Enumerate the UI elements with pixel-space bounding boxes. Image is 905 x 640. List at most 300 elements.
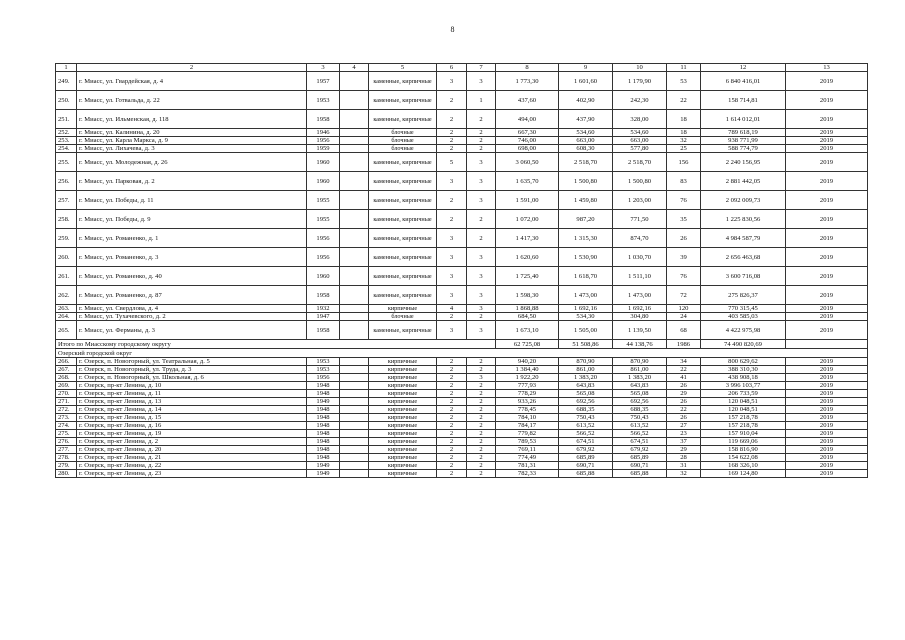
wall-material-cell: каменные, кирпичные	[369, 267, 437, 286]
row-number: 263.	[56, 305, 77, 313]
column-header: 9	[559, 64, 613, 72]
wall-material-cell: каменные, кирпичные	[369, 172, 437, 191]
total-area-cell: 1 417,30	[496, 229, 559, 248]
row-number: 250.	[56, 91, 77, 110]
table-row	[56, 267, 868, 286]
row-number: 271.	[56, 398, 77, 406]
entrances-cell: 3	[467, 374, 496, 382]
private-area-cell: 534,60	[613, 129, 667, 137]
row-number: 265.	[56, 321, 77, 340]
private-area-cell: 304,80	[613, 313, 667, 321]
entrances-cell: 2	[467, 446, 496, 454]
private-area-cell: 870,90	[613, 358, 667, 366]
planned-year-cell: 2019	[786, 248, 868, 267]
column-4-cell	[340, 229, 369, 248]
living-area-cell: 688,35	[559, 406, 613, 414]
address-cell: г. Миасс, ул. Готвальда, д. 22	[77, 91, 307, 110]
cost-cell: 789 618,19	[701, 129, 786, 137]
entrances-cell: 2	[467, 438, 496, 446]
row-number: 258.	[56, 210, 77, 229]
living-area-cell: 1 383,20	[559, 374, 613, 382]
planned-year-cell: 2019	[786, 462, 868, 470]
total-area-cell: 1 773,30	[496, 72, 559, 91]
total-area-cell: 933,26	[496, 398, 559, 406]
year-built-cell: 1956	[307, 374, 340, 382]
wall-material-cell: кирпичные	[369, 398, 437, 406]
planned-year-cell: 2019	[786, 145, 868, 153]
private-area-sum: 44 138,76	[613, 340, 667, 349]
row-number: 274.	[56, 422, 77, 430]
floors-cell: 2	[437, 430, 467, 438]
planned-year-cell: 2019	[786, 210, 868, 229]
table-row	[56, 406, 868, 414]
column-number-header-row	[56, 64, 868, 72]
residents-cell: 18	[667, 129, 701, 137]
table-row	[56, 286, 868, 305]
planned-year-cell: 2019	[786, 438, 868, 446]
row-number: 249.	[56, 72, 77, 91]
wall-material-cell: кирпичные	[369, 390, 437, 398]
cost-cell: 2 240 156,95	[701, 153, 786, 172]
section-row	[56, 349, 868, 358]
planned-year-cell: 2019	[786, 267, 868, 286]
column-header: 1	[56, 64, 77, 72]
year-built-cell: 1932	[307, 305, 340, 313]
column-4-cell	[340, 414, 369, 422]
table-row	[56, 137, 868, 145]
year-built-cell: 1949	[307, 462, 340, 470]
row-number: 264.	[56, 313, 77, 321]
wall-material-cell: каменные, кирпичные	[369, 91, 437, 110]
planned-year-cell: 2019	[786, 430, 868, 438]
column-header: 13	[786, 64, 868, 72]
living-area-cell: 402,90	[559, 91, 613, 110]
row-number: 270.	[56, 390, 77, 398]
planned-year-cell: 2019	[786, 382, 868, 390]
column-4-cell	[340, 129, 369, 137]
private-area-cell: 1 139,50	[613, 321, 667, 340]
planned-year-cell: 2019	[786, 398, 868, 406]
column-4-cell	[340, 248, 369, 267]
cost-cell: 403 585,03	[701, 313, 786, 321]
floors-cell: 2	[437, 191, 467, 210]
private-area-cell: 613,52	[613, 422, 667, 430]
total-area-cell: 1 620,60	[496, 248, 559, 267]
living-area-cell: 565,08	[559, 390, 613, 398]
private-area-cell: 663,00	[613, 137, 667, 145]
address-cell: г. Миасс, ул. Победы, д. 11	[77, 191, 307, 210]
floors-cell: 3	[437, 267, 467, 286]
living-area-cell: 1 601,60	[559, 72, 613, 91]
living-area-cell: 1 473,00	[559, 286, 613, 305]
private-area-cell: 1 511,10	[613, 267, 667, 286]
floors-cell: 2	[437, 406, 467, 414]
year-built-cell: 1948	[307, 414, 340, 422]
living-area-cell: 679,92	[559, 446, 613, 454]
row-number: 253.	[56, 137, 77, 145]
cost-cell: 1 225 830,56	[701, 210, 786, 229]
cost-cell: 206 733,59	[701, 390, 786, 398]
total-area-cell: 698,00	[496, 145, 559, 153]
empty-cell	[786, 340, 868, 349]
cost-cell: 3 600 716,08	[701, 267, 786, 286]
planned-year-cell: 2019	[786, 470, 868, 478]
address-cell: г. Озерск, пр-кт Ленина, д. 16	[77, 422, 307, 430]
residents-cell: 27	[667, 422, 701, 430]
table-row	[56, 430, 868, 438]
private-area-cell: 674,51	[613, 438, 667, 446]
wall-material-cell: каменные, кирпичные	[369, 286, 437, 305]
address-cell: г. Миасс, ул. Гвардейская, д. 4	[77, 72, 307, 91]
table-row	[56, 129, 868, 137]
table-row	[56, 414, 868, 422]
wall-material-cell: кирпичные	[369, 454, 437, 462]
wall-material-cell: кирпичные	[369, 430, 437, 438]
address-cell: г. Озерск, пр-кт Ленина, д. 22	[77, 462, 307, 470]
column-4-cell	[340, 390, 369, 398]
column-header: 7	[467, 64, 496, 72]
entrances-cell: 2	[467, 358, 496, 366]
residents-cell: 156	[667, 153, 701, 172]
address-cell: г. Озерск, пр-кт Ленина, д. 20	[77, 446, 307, 454]
wall-material-cell: кирпичные	[369, 462, 437, 470]
wall-material-cell: каменные, кирпичные	[369, 191, 437, 210]
total-area-cell: 494,00	[496, 110, 559, 129]
row-number: 276.	[56, 438, 77, 446]
table-row	[56, 321, 868, 340]
column-4-cell	[340, 172, 369, 191]
private-area-cell: 577,80	[613, 145, 667, 153]
total-area-cell: 1 635,70	[496, 172, 559, 191]
residents-sum: 1986	[667, 340, 701, 349]
address-cell: г. Озерск, пр-кт Ленина, д. 15	[77, 414, 307, 422]
planned-year-cell: 2019	[786, 286, 868, 305]
living-area-cell: 685,88	[559, 470, 613, 478]
living-area-cell: 674,51	[559, 438, 613, 446]
table-row	[56, 462, 868, 470]
cost-cell: 2 092 009,73	[701, 191, 786, 210]
total-area-cell: 769,11	[496, 446, 559, 454]
planned-year-cell: 2019	[786, 137, 868, 145]
entrances-cell: 2	[467, 406, 496, 414]
total-area-cell: 746,00	[496, 137, 559, 145]
residents-cell: 22	[667, 366, 701, 374]
year-built-cell: 1958	[307, 286, 340, 305]
living-area-cell: 1 692,16	[559, 305, 613, 313]
floors-cell: 2	[437, 137, 467, 145]
year-built-cell: 1953	[307, 366, 340, 374]
planned-year-cell: 2019	[786, 305, 868, 313]
entrances-cell: 2	[467, 462, 496, 470]
address-cell: г. Озерск, п. Новогорный, ул. Театральная, д. 5	[77, 358, 307, 366]
address-cell: г. Миасс, ул. Романенко, д. 1	[77, 229, 307, 248]
residents-cell: 26	[667, 414, 701, 422]
table-row	[56, 366, 868, 374]
column-4-cell	[340, 267, 369, 286]
column-4-cell	[340, 438, 369, 446]
address-cell: г. Озерск, п. Новогорный, ул. Школьная, д. 6	[77, 374, 307, 382]
year-built-cell: 1953	[307, 91, 340, 110]
wall-material-cell: кирпичные	[369, 305, 437, 313]
entrances-cell: 2	[467, 129, 496, 137]
wall-material-cell: каменные, кирпичные	[369, 210, 437, 229]
residents-cell: 34	[667, 358, 701, 366]
entrances-cell: 3	[467, 153, 496, 172]
cost-cell: 120 048,51	[701, 406, 786, 414]
planned-year-cell: 2019	[786, 129, 868, 137]
total-area-sum: 62 725,08	[496, 340, 559, 349]
floors-cell: 3	[437, 286, 467, 305]
living-area-cell: 613,52	[559, 422, 613, 430]
floors-cell: 3	[437, 172, 467, 191]
column-header: 11	[667, 64, 701, 72]
address-cell: г. Озерск, пр-кт Ленина, д. 2	[77, 438, 307, 446]
wall-material-cell: кирпичные	[369, 414, 437, 422]
total-area-cell: 777,93	[496, 382, 559, 390]
entrances-cell: 3	[467, 267, 496, 286]
cost-cell: 800 629,62	[701, 358, 786, 366]
entrances-cell: 2	[467, 454, 496, 462]
wall-material-cell: каменные, кирпичные	[369, 72, 437, 91]
wall-material-cell: кирпичные	[369, 374, 437, 382]
living-area-cell: 534,60	[559, 129, 613, 137]
table-body	[56, 64, 868, 478]
private-area-cell: 750,43	[613, 414, 667, 422]
address-cell: г. Озерск, пр-кт Ленина, д. 19	[77, 430, 307, 438]
residents-cell: 72	[667, 286, 701, 305]
entrances-cell: 3	[467, 286, 496, 305]
total-label: Итого по Миасскому городскому округу	[56, 340, 496, 349]
year-built-cell: 1948	[307, 430, 340, 438]
private-area-cell: 1 179,90	[613, 72, 667, 91]
year-built-cell: 1948	[307, 446, 340, 454]
living-area-cell: 690,71	[559, 462, 613, 470]
total-area-cell: 1 072,00	[496, 210, 559, 229]
total-area-cell: 778,45	[496, 406, 559, 414]
living-area-sum: 51 508,86	[559, 340, 613, 349]
row-number: 252.	[56, 129, 77, 137]
private-area-cell: 1 383,20	[613, 374, 667, 382]
table-row	[56, 374, 868, 382]
residents-cell: 22	[667, 406, 701, 414]
column-4-cell	[340, 110, 369, 129]
cost-cell: 168 326,10	[701, 462, 786, 470]
cost-cell: 157 910,04	[701, 430, 786, 438]
row-number: 255.	[56, 153, 77, 172]
column-4-cell	[340, 91, 369, 110]
row-number: 272.	[56, 406, 77, 414]
floors-cell: 5	[437, 153, 467, 172]
row-number: 259.	[56, 229, 77, 248]
year-built-cell: 1960	[307, 153, 340, 172]
year-built-cell: 1955	[307, 210, 340, 229]
wall-material-cell: блочные	[369, 137, 437, 145]
floors-cell: 2	[437, 210, 467, 229]
table-row	[56, 446, 868, 454]
private-area-cell: 685,88	[613, 470, 667, 478]
wall-material-cell: каменные, кирпичные	[369, 248, 437, 267]
living-area-cell: 1 315,30	[559, 229, 613, 248]
cost-cell: 158 714,81	[701, 91, 786, 110]
row-number: 278.	[56, 454, 77, 462]
residents-cell: 37	[667, 438, 701, 446]
living-area-cell: 1 530,90	[559, 248, 613, 267]
row-number: 269.	[56, 382, 77, 390]
table-row	[56, 390, 868, 398]
year-built-cell: 1958	[307, 110, 340, 129]
column-4-cell	[340, 210, 369, 229]
table-row	[56, 145, 868, 153]
table-row	[56, 229, 868, 248]
total-area-cell: 1 384,40	[496, 366, 559, 374]
column-header: 3	[307, 64, 340, 72]
address-cell: г. Озерск, пр-кт Ленина, д. 23	[77, 470, 307, 478]
planned-year-cell: 2019	[786, 313, 868, 321]
living-area-cell: 750,43	[559, 414, 613, 422]
cost-cell: 770 315,45	[701, 305, 786, 313]
wall-material-cell: блочные	[369, 129, 437, 137]
total-area-cell: 437,60	[496, 91, 559, 110]
living-area-cell: 861,00	[559, 366, 613, 374]
address-cell: г. Миасс, ул. Романенко, д. 3	[77, 248, 307, 267]
private-area-cell: 679,92	[613, 446, 667, 454]
cost-cell: 158 816,90	[701, 446, 786, 454]
column-header: 2	[77, 64, 307, 72]
table-row	[56, 382, 868, 390]
address-cell: г. Миасс, ул. Ильменская, д. 118	[77, 110, 307, 129]
residents-cell: 68	[667, 321, 701, 340]
entrances-cell: 2	[467, 470, 496, 478]
table-row	[56, 305, 868, 313]
private-area-cell: 690,71	[613, 462, 667, 470]
entrances-cell: 2	[467, 414, 496, 422]
column-4-cell	[340, 430, 369, 438]
year-built-cell: 1946	[307, 129, 340, 137]
entrances-cell: 1	[467, 91, 496, 110]
address-cell: г. Озерск, пр-кт Ленина, д. 11	[77, 390, 307, 398]
total-area-cell: 1 922,20	[496, 374, 559, 382]
private-area-cell: 861,00	[613, 366, 667, 374]
private-area-cell: 2 518,70	[613, 153, 667, 172]
residents-cell: 23	[667, 430, 701, 438]
row-number: 273.	[56, 414, 77, 422]
residents-cell: 26	[667, 398, 701, 406]
year-built-cell: 1956	[307, 248, 340, 267]
planned-year-cell: 2019	[786, 390, 868, 398]
year-built-cell: 1948	[307, 390, 340, 398]
entrances-cell: 3	[467, 248, 496, 267]
cost-cell: 157 218,78	[701, 422, 786, 430]
entrances-cell: 2	[467, 366, 496, 374]
entrances-cell: 2	[467, 210, 496, 229]
planned-year-cell: 2019	[786, 153, 868, 172]
address-cell: г. Озерск, п. Новогорный, ул. Труда, д. 3	[77, 366, 307, 374]
residents-cell: 26	[667, 382, 701, 390]
floors-cell: 4	[437, 305, 467, 313]
address-cell: г. Миасс, ул. Ферманы, д. 3	[77, 321, 307, 340]
year-built-cell: 1958	[307, 321, 340, 340]
floors-cell: 2	[437, 438, 467, 446]
total-area-cell: 684,50	[496, 313, 559, 321]
floors-cell: 2	[437, 313, 467, 321]
year-built-cell: 1959	[307, 145, 340, 153]
table-row	[56, 172, 868, 191]
living-area-cell: 663,00	[559, 137, 613, 145]
column-header: 10	[613, 64, 667, 72]
cost-cell: 3 996 103,77	[701, 382, 786, 390]
year-built-cell: 1957	[307, 72, 340, 91]
column-4-cell	[340, 137, 369, 145]
total-area-cell: 778,29	[496, 390, 559, 398]
private-area-cell: 565,08	[613, 390, 667, 398]
table-row	[56, 358, 868, 366]
row-number: 254.	[56, 145, 77, 153]
table-row	[56, 470, 868, 478]
address-cell: г. Миасс, ул. Романенко, д. 40	[77, 267, 307, 286]
table-row	[56, 248, 868, 267]
row-number: 260.	[56, 248, 77, 267]
row-number: 262.	[56, 286, 77, 305]
table-row	[56, 110, 868, 129]
column-4-cell	[340, 470, 369, 478]
address-cell: г. Миасс, ул. Калинина, д. 20	[77, 129, 307, 137]
living-area-cell: 437,90	[559, 110, 613, 129]
total-area-cell: 774,49	[496, 454, 559, 462]
table-row	[56, 153, 868, 172]
planned-year-cell: 2019	[786, 422, 868, 430]
floors-cell: 2	[437, 145, 467, 153]
living-area-cell: 566,52	[559, 430, 613, 438]
address-cell: г. Озерск, пр-кт Ленина, д. 14	[77, 406, 307, 414]
floors-cell: 2	[437, 129, 467, 137]
cost-cell: 4 422 975,98	[701, 321, 786, 340]
total-area-cell: 1 598,30	[496, 286, 559, 305]
living-area-cell: 1 459,80	[559, 191, 613, 210]
column-4-cell	[340, 153, 369, 172]
address-cell: г. Миасс, ул. Тухачевского, д. 2	[77, 313, 307, 321]
table-row	[56, 210, 868, 229]
cost-cell: 938 771,99	[701, 137, 786, 145]
year-built-cell: 1956	[307, 137, 340, 145]
address-cell: г. Озерск, пр-кт Ленина, д. 10	[77, 382, 307, 390]
year-built-cell: 1948	[307, 438, 340, 446]
floors-cell: 2	[437, 470, 467, 478]
private-area-cell: 242,30	[613, 91, 667, 110]
wall-material-cell: каменные, кирпичные	[369, 110, 437, 129]
entrances-cell: 2	[467, 110, 496, 129]
row-number: 280.	[56, 470, 77, 478]
planned-year-cell: 2019	[786, 72, 868, 91]
entrances-cell: 2	[467, 398, 496, 406]
residents-cell: 76	[667, 267, 701, 286]
address-cell: г. Озерск, пр-кт Ленина, д. 13	[77, 398, 307, 406]
living-area-cell: 1 505,00	[559, 321, 613, 340]
residents-cell: 53	[667, 72, 701, 91]
column-4-cell	[340, 462, 369, 470]
private-area-cell: 1 203,00	[613, 191, 667, 210]
residents-cell: 41	[667, 374, 701, 382]
residents-cell: 39	[667, 248, 701, 267]
residents-cell: 120	[667, 305, 701, 313]
residents-cell: 31	[667, 462, 701, 470]
column-4-cell	[340, 454, 369, 462]
private-area-cell: 1 500,80	[613, 172, 667, 191]
column-4-cell	[340, 382, 369, 390]
cost-cell: 4 984 587,79	[701, 229, 786, 248]
cost-cell: 438 908,18	[701, 374, 786, 382]
floors-cell: 2	[437, 358, 467, 366]
planned-year-cell: 2019	[786, 191, 868, 210]
